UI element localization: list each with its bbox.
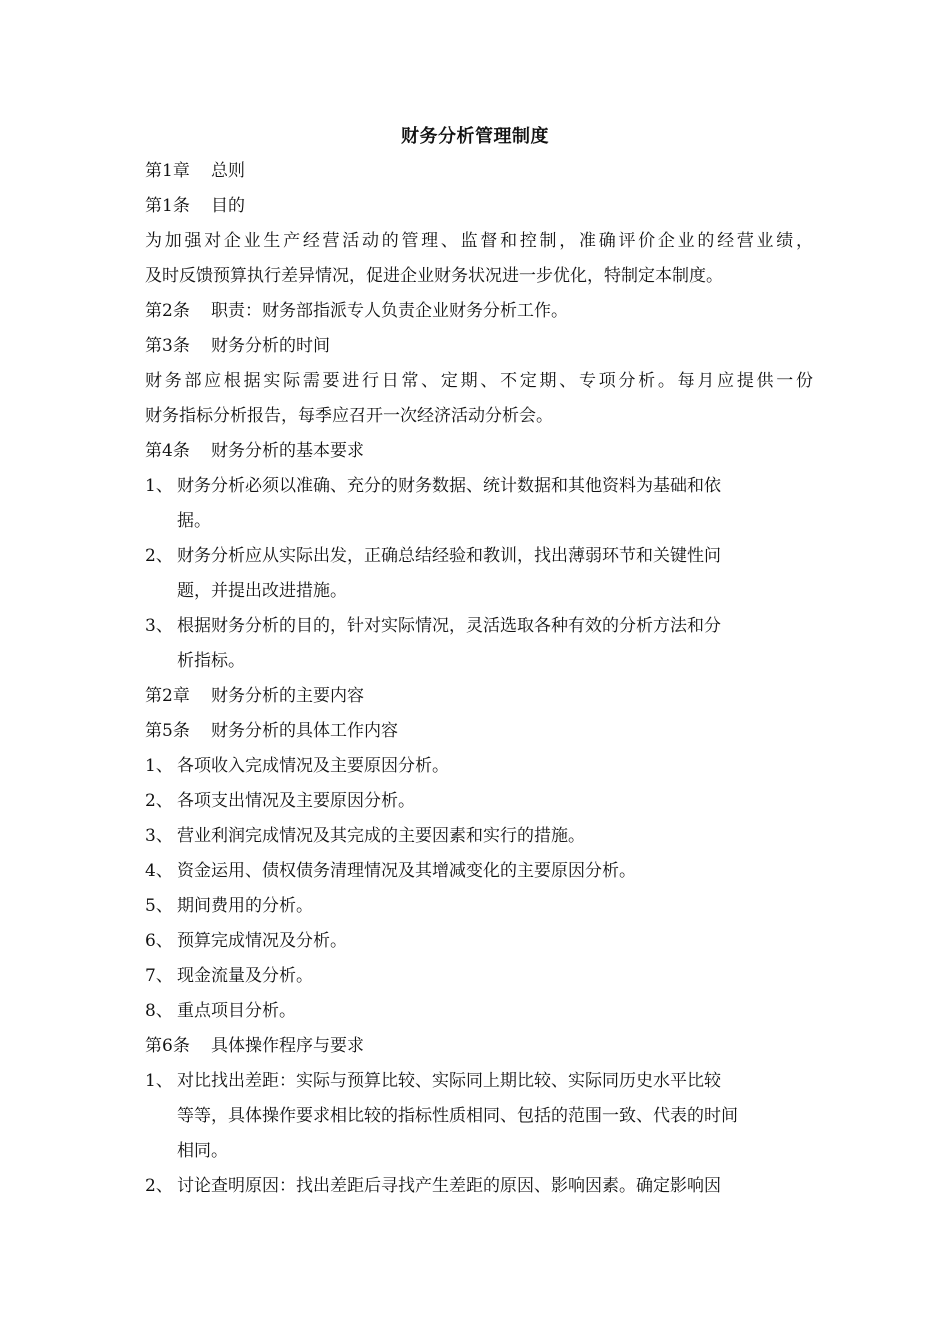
list-item-continuation: 相同。 bbox=[177, 1141, 228, 1161]
paragraph-line: 及时反馈预算执行差异情况，促进企业财务状况进一步优化，特制定本制度。 bbox=[145, 266, 723, 286]
list-item-number: 3、 bbox=[145, 826, 173, 846]
article-5-heading bbox=[145, 714, 813, 749]
paragraph-line: 财务指标分析报告，每季应召开一次经济活动分析会。 bbox=[145, 406, 553, 426]
list-item-text: 营业利润完成情况及其完成的主要因素和实行的措施。 bbox=[177, 826, 585, 846]
list-item-continuation: 析指标。 bbox=[177, 651, 245, 671]
article-number: 第6条 bbox=[145, 1036, 190, 1056]
list-item bbox=[145, 994, 813, 1029]
article-2-heading bbox=[145, 294, 813, 329]
list-item bbox=[145, 784, 813, 819]
article-number: 第1条 bbox=[145, 196, 190, 216]
list-item-text: 讨论查明原因：找出差距后寻找产生差距的原因、影响因素。确定影响因 bbox=[177, 1176, 721, 1196]
list-item-number: 2、 bbox=[145, 546, 173, 566]
list-item bbox=[145, 469, 813, 504]
article-title: 财务分析的时间 bbox=[211, 336, 330, 356]
list-item bbox=[145, 1169, 813, 1204]
paragraph-line: 财务部应根据实际需要进行日常、定期、不定期、专项分析。每月应提供一份 bbox=[145, 371, 813, 391]
article-title: 财务分析的具体工作内容 bbox=[211, 721, 398, 741]
list-item bbox=[145, 539, 813, 574]
list-item-number: 1、 bbox=[145, 1071, 173, 1091]
list-item-number: 5、 bbox=[145, 896, 173, 916]
list-item-text: 各项支出情况及主要原因分析。 bbox=[177, 791, 415, 811]
list-item bbox=[145, 889, 813, 924]
list-item-continuation: 等等，具体操作要求相比较的指标性质相同、包括的范围一致、代表的时间 bbox=[177, 1106, 738, 1126]
list-item-number: 6、 bbox=[145, 931, 173, 951]
article-6-heading bbox=[145, 1029, 813, 1064]
list-item-number: 1、 bbox=[145, 476, 173, 496]
chapter-number: 第1章 bbox=[145, 161, 190, 181]
list-item bbox=[145, 819, 813, 854]
article-title: 具体操作程序与要求 bbox=[211, 1036, 364, 1056]
list-item bbox=[145, 1064, 813, 1099]
list-item-continuation: 据。 bbox=[177, 511, 211, 531]
chapter-1-heading bbox=[145, 154, 813, 189]
list-item-number: 7、 bbox=[145, 966, 173, 986]
article-number: 第2条 bbox=[145, 301, 190, 321]
chapter-title: 财务分析的主要内容 bbox=[211, 686, 364, 706]
list-item bbox=[145, 924, 813, 959]
chapter-title: 总则 bbox=[211, 161, 245, 181]
list-item-number: 8、 bbox=[145, 1001, 173, 1021]
list-item-text: 财务分析应从实际出发，正确总结经验和教训，找出薄弱环节和关键性问 bbox=[177, 546, 721, 566]
list-item-text: 现金流量及分析。 bbox=[177, 966, 313, 986]
list-item-number: 2、 bbox=[145, 791, 173, 811]
list-item-number: 2、 bbox=[145, 1176, 173, 1196]
article-title: 财务分析的基本要求 bbox=[211, 441, 364, 461]
list-item-text: 对比找出差距：实际与预算比较、实际同上期比较、实际同历史水平比较 bbox=[177, 1071, 721, 1091]
document-body bbox=[145, 154, 813, 1204]
article-title: 职责：财务部指派专人负责企业财务分析工作。 bbox=[211, 301, 568, 321]
list-item-text: 预算完成情况及分析。 bbox=[177, 931, 347, 951]
list-item-continuation: 题，并提出改进措施。 bbox=[177, 581, 347, 601]
list-item-text: 资金运用、债权债务清理情况及其增减变化的主要原因分析。 bbox=[177, 861, 636, 881]
list-item bbox=[145, 959, 813, 994]
article-number: 第3条 bbox=[145, 336, 190, 356]
article-4-heading bbox=[145, 434, 813, 469]
list-item bbox=[145, 749, 813, 784]
document-title: 财务分析管理制度 bbox=[401, 126, 549, 147]
list-item-number: 1、 bbox=[145, 756, 173, 776]
list-item-text: 重点项目分析。 bbox=[177, 1001, 296, 1021]
article-number: 第5条 bbox=[145, 721, 190, 741]
article-number: 第4条 bbox=[145, 441, 190, 461]
list-item-text: 各项收入完成情况及主要原因分析。 bbox=[177, 756, 449, 776]
article-3-heading bbox=[145, 329, 813, 364]
chapter-2-heading bbox=[145, 679, 813, 714]
paragraph-line: 为加强对企业生产经营活动的管理、监督和控制，准确评价企业的经营业绩， bbox=[145, 231, 813, 251]
article-title: 目的 bbox=[211, 196, 245, 216]
list-item-text: 根据财务分析的目的，针对实际情况，灵活选取各种有效的分析方法和分 bbox=[177, 616, 721, 636]
list-item-number: 3、 bbox=[145, 616, 173, 636]
chapter-number: 第2章 bbox=[145, 686, 190, 706]
list-item-number: 4、 bbox=[145, 861, 173, 881]
article-1-heading bbox=[145, 189, 813, 224]
list-item-text: 期间费用的分析。 bbox=[177, 896, 313, 916]
list-item bbox=[145, 609, 813, 644]
list-item bbox=[145, 854, 813, 889]
list-item-text: 财务分析必须以准确、充分的财务数据、统计数据和其他资料为基础和依 bbox=[177, 476, 721, 496]
